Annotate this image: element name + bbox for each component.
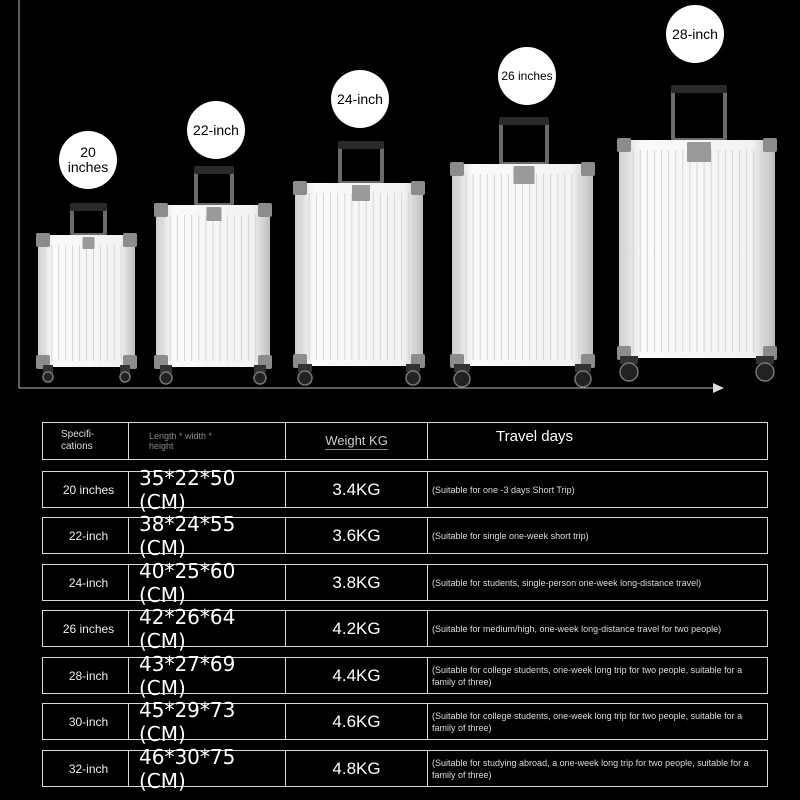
weight-cell: 3.8KG xyxy=(286,565,428,600)
handle-grip xyxy=(499,117,549,125)
header-weight: Weight KG xyxy=(286,423,428,459)
wheel xyxy=(756,363,774,381)
dimensions-cell: 40*25*60 (CM) xyxy=(129,565,286,600)
table-row xyxy=(42,697,768,746)
travel-days-cell: (Suitable for medium/high, one-week long-distance travel for two people) xyxy=(432,623,722,634)
weight-cell: 3.6KG xyxy=(286,518,428,553)
travel-days-cell: (Suitable for college students, one-week long trip for two people, suitable for a family of three) xyxy=(432,664,743,687)
table-row xyxy=(42,558,768,607)
table-row xyxy=(42,651,768,700)
suitcase xyxy=(450,117,595,387)
weight-cell: 4.2KG xyxy=(286,611,428,646)
size-label: 26 inches xyxy=(501,68,553,83)
table-row xyxy=(42,465,768,514)
wheel xyxy=(43,372,53,382)
table-row xyxy=(42,604,768,653)
dimensions-cell: 45*29*73 (CM) xyxy=(129,704,286,739)
table-header-row xyxy=(42,422,768,460)
header-dims: Length * width * height xyxy=(129,423,286,459)
header-travel: Travel days xyxy=(496,428,573,445)
wheel xyxy=(454,371,470,387)
size-label: 22-inch xyxy=(193,121,239,138)
wheel xyxy=(620,363,638,381)
lock-icon xyxy=(352,185,370,201)
suitcase xyxy=(154,166,272,384)
wheel xyxy=(160,372,172,384)
weight-cell: 4.8KG xyxy=(286,751,428,786)
size-label: 28-inch xyxy=(672,25,718,42)
size-bubble xyxy=(331,70,389,128)
lock-icon xyxy=(83,237,95,249)
size-bubble xyxy=(59,131,117,189)
travel-days-cell: (Suitable for college students, one-week long trip for two people, suitable for a family of three) xyxy=(432,710,743,733)
dimensions-cell: 43*27*69 (CM) xyxy=(129,658,286,693)
handle-grip xyxy=(338,141,384,149)
dimensions-cell: 42*26*64 (CM) xyxy=(129,611,286,646)
lock-icon xyxy=(207,207,222,221)
lock-icon xyxy=(514,166,535,184)
spec-cell: 32-inch xyxy=(43,751,129,786)
weight-cell: 4.6KG xyxy=(286,704,428,739)
handle xyxy=(501,119,547,164)
size-label: 20 inches xyxy=(67,144,109,175)
suitcase xyxy=(36,203,137,382)
table-row xyxy=(42,511,768,560)
dimensions-cell: 46*30*75 (CM) xyxy=(129,751,286,786)
travel-days-cell: (Suitable for one -3 days Short Trip) xyxy=(432,484,575,495)
wheel xyxy=(254,372,266,384)
handle-grip xyxy=(194,166,234,174)
lock-icon xyxy=(687,142,711,162)
wheel xyxy=(298,371,312,385)
travel-days-cell: (Suitable for students, single-person one-week long-distance travel) xyxy=(432,577,702,588)
dimensions-cell: 38*24*55 (CM) xyxy=(129,518,286,553)
wheel xyxy=(575,371,591,387)
spec-cell: 26 inches xyxy=(43,611,129,646)
spec-cell: 24-inch xyxy=(43,565,129,600)
suitcase xyxy=(617,85,777,381)
suitcase xyxy=(293,141,425,385)
weight-cell: 4.4KG xyxy=(286,658,428,693)
handle xyxy=(673,87,725,140)
spec-cell: 20 inches xyxy=(43,472,129,507)
wheel xyxy=(120,372,130,382)
size-label: 24-inch xyxy=(337,90,383,107)
spec-cell: 22-inch xyxy=(43,518,129,553)
spec-cell: 30-inch xyxy=(43,704,129,739)
travel-days-cell: (Suitable for studying abroad, a one-week long trip for two people, suitable for a family of three) xyxy=(432,757,749,780)
travel-days-cell: (Suitable for single one-week short trip) xyxy=(432,530,589,541)
spec-cell: 28-inch xyxy=(43,658,129,693)
dimensions-cell: 35*22*50 (CM) xyxy=(129,472,286,507)
wheel xyxy=(406,371,420,385)
size-bubble xyxy=(666,5,724,63)
handle-grip xyxy=(671,85,727,93)
handle-grip xyxy=(70,203,107,211)
weight-cell: 3.4KG xyxy=(286,472,428,507)
size-bubble xyxy=(498,47,556,105)
size-bubble xyxy=(187,101,245,159)
axis-arrow-icon xyxy=(713,383,724,393)
header-spec: Specifi- cations xyxy=(43,423,129,459)
table-row xyxy=(42,744,768,793)
